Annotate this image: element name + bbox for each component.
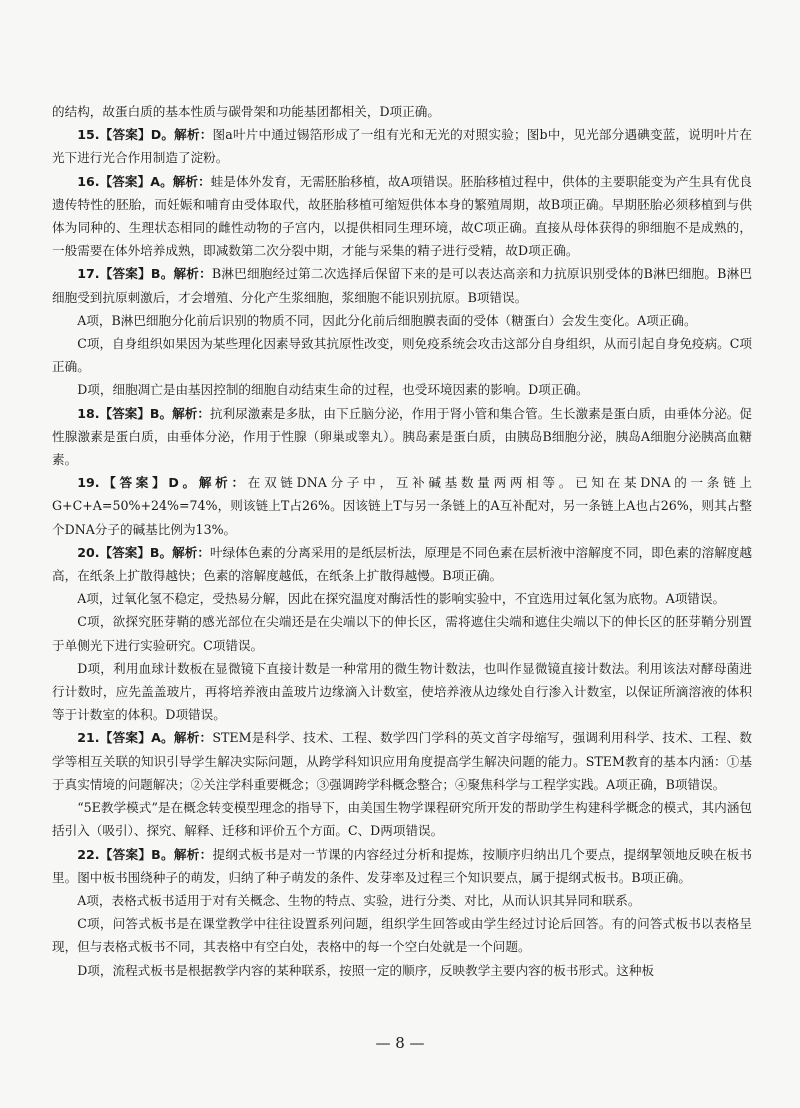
paragraph-text: C项，自身组织如果因为某些理化因素导致其抗原性改变，则免疫系统会攻击这部分自身组织，从而引起自身免疫病。C项正确。 xyxy=(52,336,752,375)
paragraph-p17d xyxy=(52,378,752,401)
paragraph-text: “5E教学模式”是在概念转变模型理念的指导下，由美国生物学课程研究所开发的帮助学生构建科学概念的模式，其内涵包括引入（吸引）、探究、解释、迁移和评价五个方面。C、D两项错误。 xyxy=(52,800,752,839)
paragraph-text: D项，流程式板书是根据教学内容的某种联系，按照一定的顺序，反映教学主要内容的板书形式。这种板 xyxy=(77,962,655,978)
paragraph-p20a xyxy=(52,587,752,610)
paragraph-text: A项，表格式板书适用于对有关概念、生物的特点、实验，进行分类、对比，从而认识其异同和联系。 xyxy=(77,892,641,908)
paragraph-p22d xyxy=(52,959,752,982)
paragraph-text: 提纲式板书是对一节课的内容经过分析和提炼，按顺序归纳出几个要点，提纲挈领地反映在板书里。图中板书围绕种子的萌发，归纳了种子萌发的条件、发芽率及过程三个知识要点，属于提纲式板书。B项正确。 xyxy=(52,846,752,885)
paragraph-text: 叶绿体色素的分离采用的是纸层析法，原理是不同色素在层析液中溶解度不同，即色素的溶解度越高，在纸条上扩散得越快；色素的溶解度越低，在纸条上扩散得越慢。B项正确。 xyxy=(52,544,752,584)
paragraph-text: C项，问答式板书是在课堂教学中往往设置系列问题，组织学生回答或由学生经过讨论后回答。有的问答式板书以表格呈现，但与表格式板书不同，其表格中有空白处，表格中的每一个空白处就是一个问题。 xyxy=(52,916,752,955)
paragraph-p21b xyxy=(52,796,752,842)
paragraph-text: 图a叶片中通过锡箔形成了一组有光和无光的对照实验；图b中，见光部分遇碘变蓝，说明叶片在光下进行光合作用制造了淀粉。 xyxy=(52,127,753,166)
paragraph-text: A项，过氧化氢不稳定，受热易分解，因此在探究温度对酶活性的影响实验中，不宜选用过氧化氢为底物。A项错误。 xyxy=(77,591,726,607)
paragraph-p17a xyxy=(52,309,752,332)
paragraph-p19 xyxy=(52,471,752,541)
paragraph-p17 xyxy=(52,262,752,308)
answer-label: 15.【答案】D。解析： xyxy=(77,127,213,143)
paragraph-p0 xyxy=(52,100,752,123)
paragraph-p18 xyxy=(52,402,752,472)
paragraph-p22c xyxy=(52,912,752,958)
answer-label: 17.【答案】B。解析： xyxy=(77,266,212,282)
paragraph-p16 xyxy=(52,170,752,263)
paragraph-text: A项，B淋巴细胞分化前后识别的物质不同，因此分化前后细胞膜表面的受体（糖蛋白）会发生变化。A项正确。 xyxy=(77,312,697,328)
paragraph-p22 xyxy=(52,843,752,889)
paragraph-text: D项，利用血球计数板在显微镜下直接计数是一种常用的微生物计数法，也叫作显微镜直接计数法。利用该法对酵母菌进行计数时，应先盖盖玻片，再将培养液由盖玻片边缘滴入计数室，使培养液从边缘处自行渗入计数室，以保证所滴溶液的体积等于计数室的体积。D项错误。 xyxy=(52,660,752,723)
paragraph-p15 xyxy=(52,123,752,169)
paragraph-text: 在双链DNA分子中，互补碱基数量两两相等。已知在某DNA的一条链上G+C+A=50%+24%=74%，则该链上T占26%。因该链上T与另一条链上的A互补配对，另一条链上A也占26%，则其占整个DNA分子的碱基比例为13%。 xyxy=(52,475,752,537)
paragraph-p20 xyxy=(52,541,752,587)
answer-label: 16.【答案】A。解析： xyxy=(77,173,211,189)
paragraph-text: B淋巴细胞经过第二次选择后保留下来的是可以表达高亲和力抗原识别受体的B淋巴细胞。B淋巴细胞受到抗原刺激后，才会增殖、分化产生浆细胞，浆细胞不能识别抗原。B项错误。 xyxy=(52,266,752,305)
paragraph-p20c xyxy=(52,610,752,656)
page-number: — 8 — xyxy=(375,1034,425,1052)
answer-label: 21.【答案】A。解析： xyxy=(77,730,213,746)
paragraph-text: D项，细胞凋亡是由基因控制的细胞自动结束生命的过程，也受环境因素的影响。D项正确。 xyxy=(77,382,589,398)
answer-label: 18.【答案】B。解析： xyxy=(77,405,210,421)
document-body xyxy=(52,100,752,982)
paragraph-p17c xyxy=(52,332,752,378)
paragraph-text: 抗利尿激素是多肽，由下丘脑分泌，作用于肾小管和集合管。生长激素是蛋白质，由垂体分泌。促性腺激素是蛋白质，由垂体分泌，作用于性腺（卵巢或睾丸）。胰岛素是蛋白质，由胰岛B细胞分泌，胰岛A细胞分泌胰高血糖素。 xyxy=(52,405,752,468)
paragraph-p22a xyxy=(52,889,752,912)
paragraph-text: C项，欲探究胚芽鞘的感光部位在尖端还是在尖端以下的伸长区，需将遮住尖端和遮住尖端以下的伸长区的胚芽鞘分别置于单侧光下进行实验研究。C项错误。 xyxy=(52,614,752,653)
answer-label: 22.【答案】B。解析： xyxy=(77,846,213,862)
paragraph-text: 的结构，故蛋白质的基本性质与碳骨架和功能基团都相关，D项正确。 xyxy=(52,104,440,119)
paragraph-text: STEM是科学、技术、工程、数学四门学科的英文首字母缩写，强调利用科学、技术、工程、数学等相互关联的知识引导学生解决实际问题，从跨学科知识应用角度提高学生解决问题的能力。STEM教育的基本内涵：①基于真实情境的问题解决；②关注学科重要概念；③强调跨学科概念整合；④聚焦科学与工程学实践。A项正确，B项错误。 xyxy=(52,730,752,792)
answer-label: 19.【答案】D。解析： xyxy=(77,475,248,491)
answer-label: 20.【答案】B。解析： xyxy=(77,544,210,560)
paragraph-p20d xyxy=(52,657,752,727)
paragraph-text: 蛙是体外发育，无需胚胎移植，故A项错误。胚胎移植过程中，供体的主要职能变为产生具有优良遗传特性的胚胎，而妊娠和哺育由受体取代，故胚胎移植可缩短供体本身的繁殖周期，故B项正确。早期胚胎必须移植到与供体为同种的、生理状态相同的雌性动物的子宫内，以提供相同生理环境，故C项正确。直接从母体获得的卵细胞不是成熟的，一般需要在体外培养成熟，即减数第二次分裂中期，才能与采集的精子进行受精，故D项正确。 xyxy=(52,173,752,259)
paragraph-p21 xyxy=(52,726,752,796)
